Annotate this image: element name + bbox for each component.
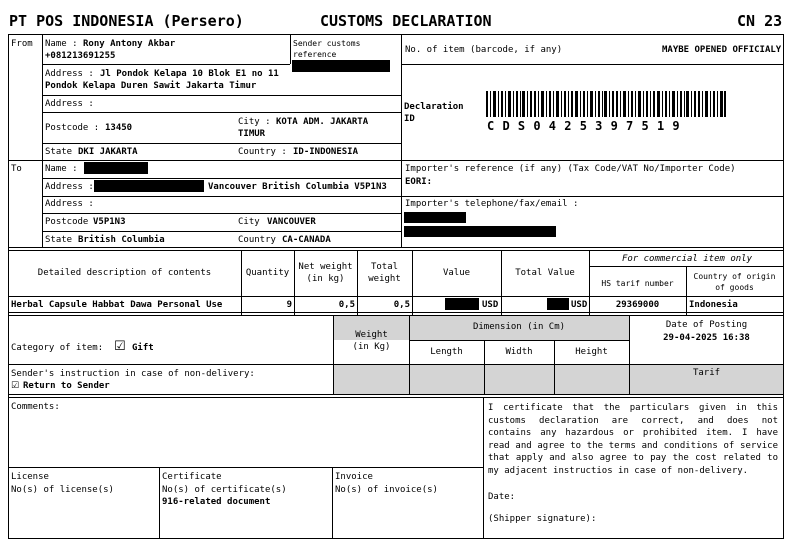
item-quantity: 9 — [286, 300, 292, 310]
dimension-label: Dimension (in Cm) — [472, 322, 566, 332]
declaration-label-2: ID — [404, 114, 415, 124]
invoice-numbers-label: No(s) of invoice(s) — [335, 485, 438, 495]
redacted-importer-phone — [404, 212, 466, 223]
length-label: Length — [430, 347, 463, 357]
sender-country: ID-INDONESIA — [293, 147, 359, 157]
redacted-recipient-name — [84, 162, 148, 174]
comments-label: Comments: — [11, 402, 60, 412]
col-total-weight: Total — [370, 262, 399, 272]
tarif-label: Tarif — [692, 368, 721, 378]
from-section-label: From — [11, 39, 33, 49]
to-section-label: To — [11, 164, 22, 174]
category-checkbox-icon[interactable]: ☑ — [114, 339, 126, 354]
maybe-opened-note: MAYBE OPENED OFFICIALY — [662, 45, 782, 55]
category-label: Category of item: — [11, 343, 104, 353]
total-value-currency: USD — [571, 300, 588, 310]
importer-telephone-label: Importer's telephone/fax/email : — [405, 199, 579, 209]
from-postcode-label: Postcode : — [45, 123, 100, 133]
from-address2-label: Address : — [45, 99, 94, 109]
col-origin: Country of origin — [693, 272, 776, 281]
value-currency: USD — [482, 300, 499, 310]
eori-label: EORI: — [405, 177, 433, 187]
certificate-numbers-label: No(s) of certificate(s) — [162, 485, 287, 495]
importer-reference-label: Importer's reference (if any) (Tax Code/VAT No/Importer Code) — [405, 164, 736, 174]
weight-label: Weight — [355, 330, 388, 340]
non-delivery-label: Sender's instruction in case of non-delivery: — [11, 369, 255, 379]
recipient-city: VANCOUVER — [267, 217, 316, 227]
redacted-importer-email — [404, 226, 556, 237]
to-name-label: Name : — [45, 164, 78, 174]
form-title: CUSTOMS DECLARATION — [320, 12, 492, 30]
col-total-weight-2: weight — [368, 274, 401, 284]
sender-ref-label-2: reference — [293, 50, 337, 59]
no-item-label: No. of item (barcode, if any) — [405, 45, 563, 55]
to-address2-label: Address : — [45, 199, 94, 209]
date-of-posting-label: Date of Posting — [665, 320, 748, 330]
date-of-posting-value: 29-04-2025 16:38 — [663, 333, 750, 343]
weight-label-2: (in Kg) — [352, 342, 391, 352]
shipper-signature-label: (Shipper signature): — [488, 514, 597, 524]
redacted-value — [445, 298, 479, 310]
sender-address-line1: Jl Pondok Kelapa 10 Blok E1 no 11 — [100, 69, 279, 79]
col-quantity: Quantity — [245, 268, 290, 278]
item-hs-tarif: 29369000 — [615, 300, 660, 310]
redacted-total-value — [547, 298, 569, 310]
width-label: Width — [505, 347, 533, 357]
sender-name: Rony Antony Akbar — [83, 39, 176, 49]
redacted-recipient-address — [94, 180, 204, 192]
col-net-weight: Net weight — [298, 262, 353, 272]
sender-phone: +081213691255 — [45, 51, 116, 61]
category-value: Gift — [132, 343, 154, 353]
certification-text: I certificate that the particulars given in this customs declaration are correct, and does not contains any hazardous or prohibited item. I have read and agree to the terms and conditions of service that apply and also agree to pay the cost related to my adjacent instructios in case of non-delivery. — [488, 403, 778, 476]
recipient-country: CA-CANADA — [282, 235, 331, 245]
sender-ref-label: Sender customs — [293, 39, 361, 48]
sender-city-line1: KOTA ADM. JAKARTA — [276, 117, 369, 127]
certification-date-label: Date: — [488, 492, 516, 502]
height-label: Height — [575, 347, 608, 357]
recipient-postcode: V5P1N3 — [93, 217, 126, 227]
col-hs-tarif: HS tarif number — [601, 279, 674, 288]
from-state-label: State — [45, 147, 73, 157]
from-country-label: Country : — [238, 147, 287, 157]
certificate-label: Certificate — [162, 472, 222, 482]
col-description: Detailed description of contents — [37, 268, 212, 278]
item-origin: Indonesia — [689, 300, 738, 310]
recipient-state: British Columbia — [78, 235, 165, 245]
sender-state: DKI JAKARTA — [78, 147, 138, 157]
redacted-sender-ref — [292, 60, 390, 72]
commercial-only-label: For commercial item only — [621, 254, 753, 264]
recipient-address-suffix: Vancouver British Columbia V5P1N3 — [208, 182, 387, 192]
from-address-label: Address : — [45, 69, 94, 79]
col-total-value: Total Value — [515, 268, 575, 278]
form-code: CN 23 — [737, 12, 783, 30]
col-origin-2: of goods — [715, 283, 754, 292]
col-net-weight-unit: (in kg) — [306, 274, 345, 284]
declaration-id: C D S 0 4 2 5 3 9 7 5 1 9 — [487, 119, 681, 133]
certificate-value: 916-related document — [162, 497, 271, 507]
item-total-weight: 0,5 — [393, 300, 410, 310]
sender-city-line2: TIMUR — [238, 129, 266, 139]
license-label: License — [11, 472, 49, 482]
to-postcode-label: Postcode — [45, 217, 89, 227]
col-value: Value — [442, 268, 471, 278]
company-name: PT POS INDONESIA (Persero) — [9, 12, 244, 30]
declaration-label: Declaration — [404, 102, 464, 112]
to-country-label: Country — [238, 235, 276, 245]
to-address-label: Address : — [45, 182, 94, 192]
from-city-label: City : — [238, 117, 271, 127]
non-delivery-checkbox-icon[interactable]: ☑ — [11, 381, 20, 391]
item-description: Herbal Capsule Habbat Dawa Personal Use — [11, 300, 223, 310]
invoice-label: Invoice — [335, 472, 373, 482]
sender-address-line2: Pondok Kelapa Duren Sawit Jakarta Timur — [45, 81, 257, 91]
barcode — [486, 91, 726, 117]
item-net-weight: 0,5 — [338, 300, 355, 310]
license-numbers-label: No(s) of license(s) — [11, 485, 114, 495]
from-name-label: Name : — [45, 39, 78, 49]
non-delivery-value: Return to Sender — [23, 381, 110, 391]
to-state-label: State — [45, 235, 73, 245]
sender-postcode: 13450 — [105, 123, 133, 133]
to-city-label: City — [238, 217, 260, 227]
